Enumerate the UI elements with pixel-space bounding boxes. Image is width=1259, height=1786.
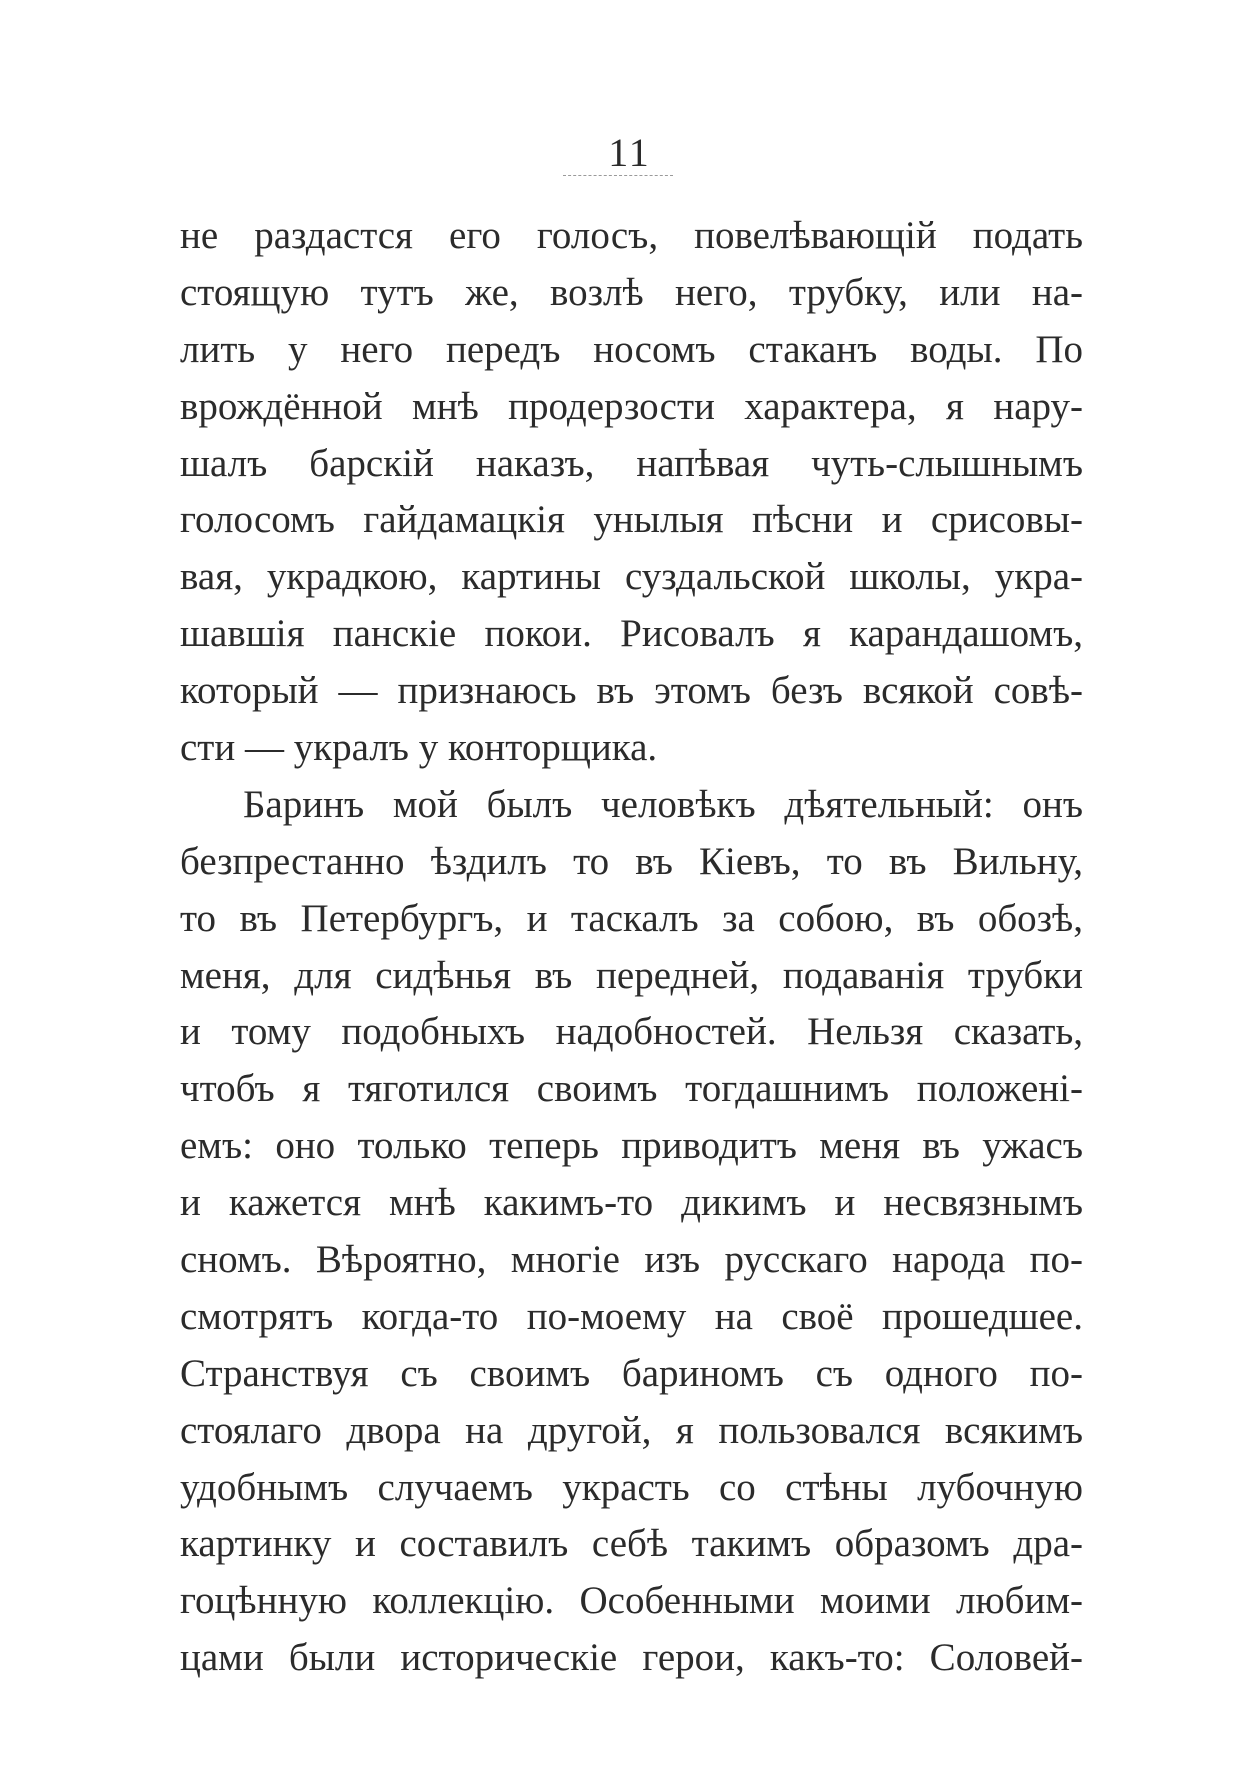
text-line: гоцѣнную коллекцію. Особенными моими любим-: [180, 1579, 1083, 1623]
page-number: 11: [608, 130, 651, 175]
text-line: шавшія панскіе покои. Рисовалъ я карандашомъ,: [180, 612, 1083, 656]
text-line: и тому подобныхъ надобностей. Нельзя сказать,: [180, 1010, 1083, 1054]
text-line: не раздастся его голосъ, повелѣвающій подать: [180, 214, 1083, 257]
text-line: Баринъ мой былъ человѣкъ дѣятельный: онъ: [243, 782, 1083, 826]
text-line: то въ Петербургъ, и таскалъ за собою, въ обозѣ,: [180, 896, 1083, 940]
text-line: вая, украдкою, картины суздальской школы, укра-: [180, 555, 1083, 599]
text-line: стоялаго двора на другой, я пользовался всякимъ: [180, 1408, 1083, 1452]
page-number-rule: [563, 175, 673, 176]
text-line: цами были историческіе герои, какъ-то: Соловей-: [180, 1636, 1083, 1680]
text-line: врождённой мнѣ продерзости характера, я нару-: [180, 384, 1083, 428]
paragraph-1: [180, 208, 1083, 777]
text-line: Странствуя съ своимъ бариномъ съ одного по-: [180, 1351, 1083, 1395]
text-line: голосомъ гайдамацкія унылыя пѣсни и срисовы-: [180, 498, 1083, 542]
text-line: меня, для сидѣнья въ передней, подаванія трубки: [180, 953, 1083, 997]
text-line: емъ: оно только теперь приводитъ меня въ ужасъ: [180, 1124, 1083, 1168]
text-line: и кажется мнѣ какимъ-то дикимъ и несвязнымъ: [180, 1181, 1083, 1225]
text-line: который — признаюсь въ этомъ безъ всякой совѣ-: [180, 669, 1083, 713]
text-line: смотрятъ когда-то по-моему на своё прошедшее.: [180, 1294, 1083, 1338]
paragraph-2: [180, 777, 1083, 1687]
text-line: шалъ барскій наказъ, напѣвая чуть-слышнымъ: [180, 441, 1083, 485]
text-line: лить у него передъ носомъ стаканъ воды. По: [180, 327, 1083, 371]
text-line: безпрестанно ѣздилъ то въ Кіевъ, то въ Вильну,: [180, 839, 1083, 883]
body-text: [180, 208, 1083, 1687]
text-line: чтобъ я тяготился своимъ тогдашнимъ положені-: [180, 1067, 1083, 1111]
text-line: картинку и составилъ себѣ такимъ образомъ дра-: [180, 1522, 1083, 1566]
text-line: сти — укралъ у конторщика.: [180, 726, 658, 770]
text-line: стоящую тутъ же, возлѣ него, трубку, или на-: [180, 270, 1083, 314]
text-line: удобнымъ случаемъ украсть со стѣны лубочную: [180, 1465, 1083, 1509]
text-line: сномъ. Вѣроятно, многіе изъ русскаго народа по-: [180, 1238, 1083, 1282]
